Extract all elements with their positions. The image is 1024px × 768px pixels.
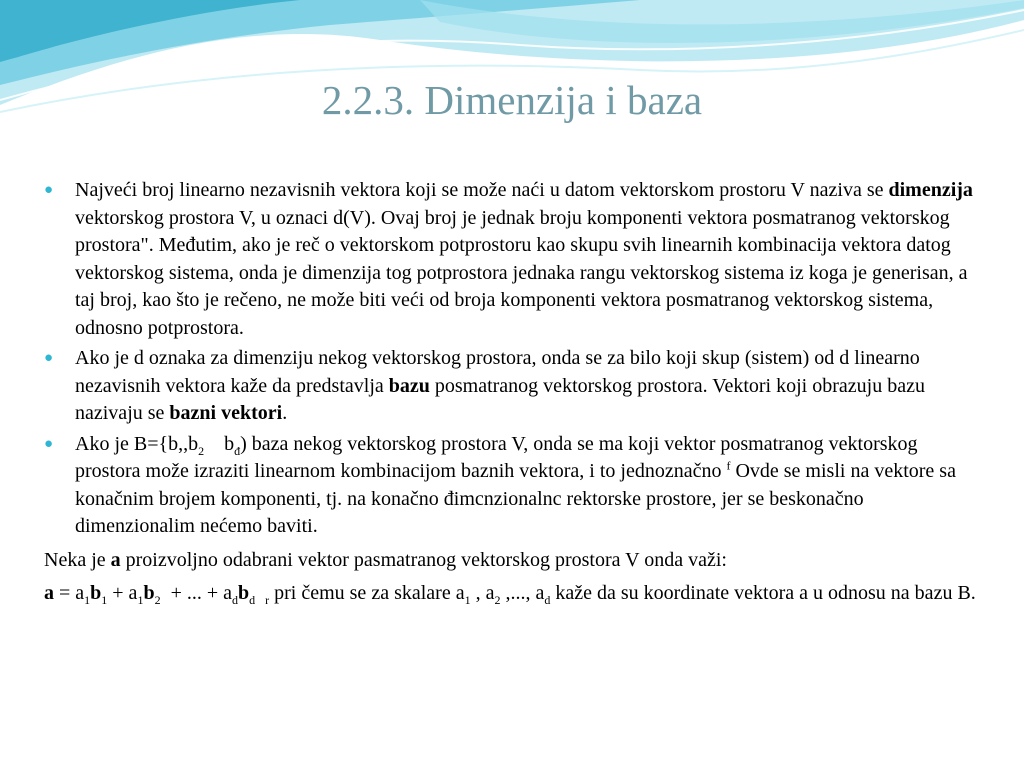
bullet-item-basis: ● Ako je d oznaka za dimenziju nekog vektorskog prostora, onda se za bilo koji skup (sistem) od d linearno nezavisnih vektora kaže da predstavlja bazu posmatranog vektorskog prostora. Vektori koji obrazuju bazu nazivaju se bazni vektori. (44, 347, 925, 424)
bullet-marker-icon: ● (44, 350, 54, 366)
slide-content (44, 177, 984, 608)
bullet-item-linear-combination: ● Ako je $B=\{b,,b_2$ $b_đ$) baza nekog vektorskog prostora V, onda se ma koji vektor posmatranog vektorskog prostora može izraziti linearnom kombinacijom baznih vektora, i to jednoznačno $^f$ Ovde se misli na vektore sa konačnim brojem komponenti, tj. na konačno đimcnzionalnc rektorske prostore, jer se beskonačno dimenzionalim nećemo baviti. (44, 432, 956, 537)
paragraph-let-a: Neka je a proizvoljno odabrani vektor pasmatranog vektorskog prostora V onda važi: (44, 548, 727, 571)
bullet-marker-icon: ● (44, 435, 54, 452)
paragraph-formula: $a = a_1b_1 + a_1b_2$ + ... + $a_db_d$ $_r$ pri čemu se za skalare $a_1$ , $a_2$ ,..., $a_d$ kaže da su koordinate vektora a u odnosu na bazu B. (44, 582, 976, 607)
bullet-item-dimension: ● Najveći broj linearno nezavisnih vektora koji se može naći u datom vektorskom prostoru V naziva se dimenzija vektorskog prostora V, u oznaci d(V). Ovaj broj je jednak broju komponenti vektora posmatranog vektorskog prostora". Međutim, ako je reč o vektorskom potprostoru kao skupu svih linearnih kombinacija vektora datog vektorskog sistema, onda je dimenzija tog potprostora jednaka rangu vektorskog sistema iz koga je generisan, a taj broj, kao što je rečeno, ne može biti veći od broja komponenti vektora posmatranog vektorskog sistema, odnosno potprostora. (44, 179, 973, 339)
bullet-marker-icon: ● (44, 182, 54, 198)
slide-title: 2.2.3. Dimenzija i baza (321, 77, 703, 123)
